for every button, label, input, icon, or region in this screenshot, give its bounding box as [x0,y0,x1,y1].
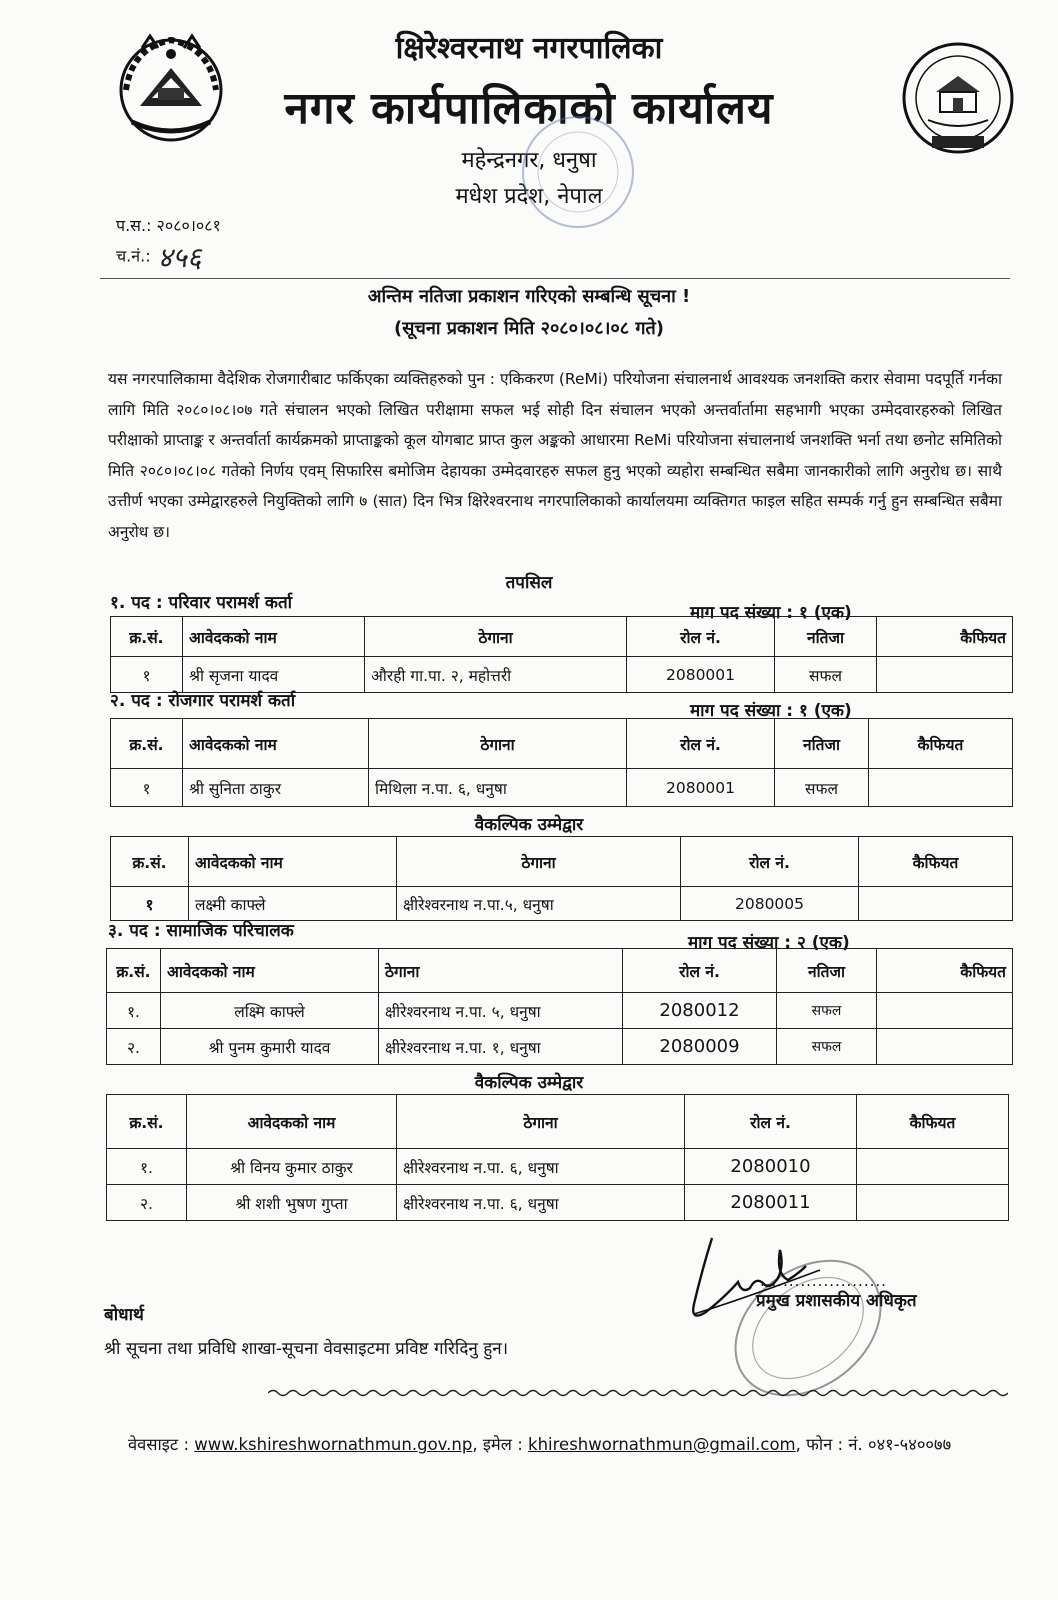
col-roll: रोल नं. [685,1095,857,1149]
cell-roll: 2080010 [685,1149,857,1185]
section-2-title: २. पद : रोजगार परामर्श कर्ता [110,691,296,711]
table-header-row [111,617,1013,657]
cell-address: क्षीरेश्वरनाथ न.पा. ६, धनुषा [397,1185,685,1221]
cc-text: श्री सूचना तथा प्रविधि शाखा-सूचना वेवसाइटमा प्रविष्ट गरिदिनु हुन। [104,1339,509,1359]
cell-name: श्री शशी भुषण गुप्ता [187,1185,397,1221]
col-sn: क्र.सं. [111,617,183,657]
email-link[interactable]: khireshwornathmun@gmail.com [528,1435,796,1454]
col-address: ठेगाना [369,719,627,769]
section-3-alternate-heading: वैकल्पिक उम्मेद्वार [474,1073,584,1093]
table-row [107,993,1013,1029]
col-remarks: कैफियत [857,1095,1009,1149]
col-roll: रोल नं. [623,949,777,993]
cell-remarks [877,1029,1013,1065]
col-name: आवेदकको नाम [161,949,379,993]
phone-label: , फोन : नं. [795,1435,863,1454]
notice-date: (सूचना प्रकाशन मिति २०८०।०८।०८ गते) [394,318,664,339]
signature-line: ...................... [760,1272,887,1290]
table-row [107,1029,1013,1065]
schedule-heading: तपसिल [505,573,553,593]
col-name: आवेदकको नाम [183,719,369,769]
dispatch-number-row [116,238,201,276]
col-address: ठेगाना [379,949,623,993]
website-link[interactable]: www.kshireshwornathmun.gov.np [194,1435,473,1454]
col-address: ठेगाना [397,837,681,887]
cell-result: सफल [777,993,877,1029]
cell-remarks [857,1185,1009,1221]
cell-sn: १. [107,993,161,1029]
office-name: नगर कार्यपालिकाको कार्यालय [284,83,774,134]
col-result: नतिजा [777,949,877,993]
address-line-2: मधेश प्रदेश, नेपाल [455,184,603,209]
col-remarks: कैफियत [869,719,1013,769]
col-sn: क्र.सं. [107,949,161,993]
table-header-row [107,1095,1009,1149]
cell-sn: १ [111,887,189,921]
col-roll: रोल नं. [681,837,859,887]
cell-address: क्षीरेश्वरनाथ न.पा. ६, धनुषा [397,1149,685,1185]
cell-name: श्री पुनम कुमारी यादव [161,1029,379,1065]
cell-address: मिथिला न.पा. ६, धनुषा [369,769,627,807]
col-name: आवेदकको नाम [187,1095,397,1149]
col-sn: क्र.सं. [111,837,189,887]
cell-name: श्री विनय कुमार ठाकुर [187,1149,397,1185]
section-3-title: ३. पद : सामाजिक परिचालक [108,921,294,941]
cell-remarks [869,769,1013,807]
section-1-requirement: माग पद संख्या : १ (एक) [690,603,852,623]
col-result: नतिजा [775,719,869,769]
footer-divider [268,1386,1008,1400]
col-sn: क्र.सं. [107,1095,187,1149]
cell-roll: 2080001 [627,657,775,693]
col-name: आवेदकको नाम [183,617,365,657]
cell-roll: 2080011 [685,1185,857,1221]
cell-result: सफल [777,1029,877,1065]
cell-sn: १ [111,657,183,693]
section-2-table [110,718,1013,807]
cell-sn: १. [107,1149,187,1185]
table-row [111,887,1013,921]
table-header-row [111,719,1013,769]
col-result: नतिजा [775,617,877,657]
table-row [111,769,1013,807]
col-sn: क्र.सं. [111,719,183,769]
col-remarks: कैफियत [859,837,1013,887]
section-1-title: १. पद : परिवार परामर्श कर्ता [110,593,293,613]
cell-address: क्षीरेश्वरनाथ न.पा. ५, धनुषा [379,993,623,1029]
col-roll: रोल नं. [627,617,775,657]
header-divider [100,278,1010,279]
cell-sn: १ [111,769,183,807]
officer-title: प्रमुख प्रशासकीय अधिकृत [756,1291,917,1311]
col-address: ठेगाना [365,617,627,657]
table-header-row [107,949,1013,993]
cell-roll: 2080009 [623,1029,777,1065]
email-label: , इमेल : [472,1435,523,1454]
cell-address: क्षीरेश्वरनाथ न.पा.५, धनुषा [397,887,681,921]
address-line-1: महेन्द्रनगर, धनुषा [461,148,597,173]
dispatch-label: च.नं.: [116,246,151,266]
section-2-alternate-heading: वैकल्पिक उम्मेद्वार [474,815,584,835]
col-remarks: कैफियत [877,617,1013,657]
cell-roll: 2080005 [681,887,859,921]
cc-heading: बोधार्थ [104,1305,144,1325]
website-label: वेवसाइट : [128,1435,189,1454]
cell-roll: 2080001 [627,769,775,807]
cell-address: क्षीरेश्वरनाथ न.पा. १, धनुषा [379,1029,623,1065]
col-remarks: कैफियत [877,949,1013,993]
section-3-alternate-table [106,1094,1009,1221]
cell-remarks [857,1149,1009,1185]
table-row [107,1185,1009,1221]
col-name: आवेदकको नाम [189,837,397,887]
col-roll: रोल नं. [627,719,775,769]
cell-roll: 2080012 [623,993,777,1029]
col-address: ठेगाना [397,1095,685,1149]
cell-remarks [877,993,1013,1029]
cell-remarks [877,657,1013,693]
cell-result: सफल [775,657,877,693]
section-3-table [106,948,1013,1065]
table-row [107,1149,1009,1185]
municipality-name: क्षिरेश्वरनाथ नगरपालिका [395,31,663,66]
cell-name: लक्ष्मी काफ्ले [189,887,397,921]
notice-title: अन्तिम नतिजा प्रकाशन गरिएको सम्बन्धि सूचना ! [367,286,691,307]
cell-result: सफल [775,769,869,807]
notice-body: यस नगरपालिकामा वैदेशिक रोजगारीबाट फर्किएका व्यक्तिहरुको पुन : एकिकरण (ReMi) परियोजना संचालनार्थ आवश्यक जनशक्ति करार सेवामा पदपूर्ति गर्नका लागि मिति २०८०।०८।०७ गते संचालन भएको लिखित परीक्षामा सफल भई सोही दिन संचालन भएको अन्तर्वार्तामा सहभागी भएका उम्मेदवारहरुको लिखित परीक्षाको प्राप्ताङ्क र अन्तर्वार्ता कार्यक्रमको प्राप्ताङ्कको कूल योगबाट प्राप्त कुल अङ्कको आधारमा ReMi परियोजना संचालनार्थ जनशक्ति भर्ना तथा छनोट समितिको मिति २०८०।०८।०८ गतेको निर्णय एवम् सिफारिस बमोजिम देहायका उम्मेदवारहरु सफल हुनु भएको व्यहोरा सम्बन्धित सबैमा जानकारीको लागि अनुरोध छ। साथै उत्तीर्ण भएका उम्मेद्वारहरुले नियुक्तिको लागि ७ (सात) दिन भित्र क्षिरेश्वरनाथ नगरपालिकाको कार्यालयमा व्यक्तिगत फाइल सहित सम्पर्क गर्नु हुन सम्बन्धित सबैमा अनुरोध छ। [108,370,1002,541]
section-3-requirement: माग पद संख्या : २ (एक) [688,933,850,953]
table-header-row [111,837,1013,887]
reference-number: प.स.: २०८०।०८१ [116,216,221,235]
cell-address: औरही गा.पा. २, महोत्तरी [365,657,627,693]
cell-sn: २. [107,1029,161,1065]
cell-sn: २. [107,1185,187,1221]
cell-name: लक्ष्मि काफ्ले [161,993,379,1029]
office-stamp [488,112,658,252]
cell-remarks [859,887,1013,921]
dispatch-number: ४५६ [157,241,202,274]
section-1-table [110,616,1013,693]
section-2-alternate-table [110,836,1013,921]
cell-name: श्री सृजना यादव [183,657,365,693]
phone-number: ०४१-५४००७७ [867,1435,952,1454]
footer-contact [128,1432,951,1455]
section-2-requirement: माग पद संख्या : १ (एक) [690,701,852,721]
cell-name: श्री सुनिता ठाकुर [183,769,369,807]
